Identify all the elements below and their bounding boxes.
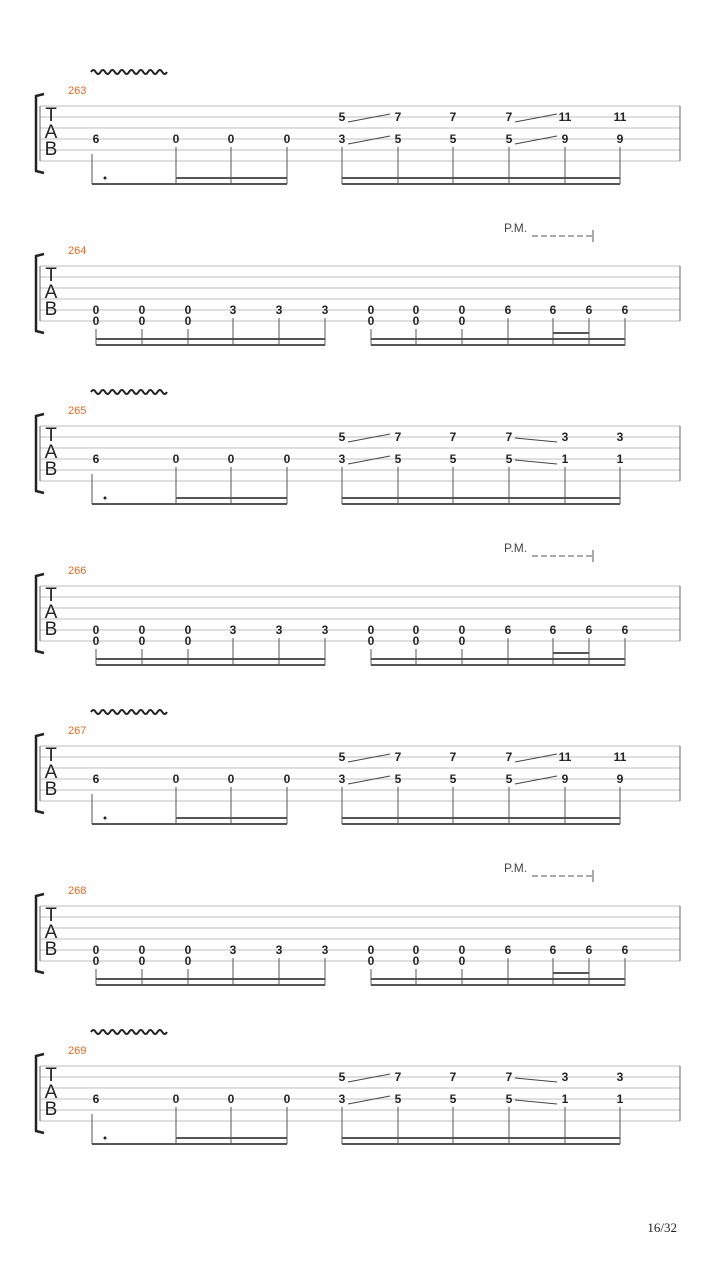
fret-number: 3 <box>561 430 569 444</box>
tab-clef-letter: A <box>44 1082 58 1103</box>
fret-number: 5 <box>394 452 402 466</box>
fret-number: 6 <box>504 623 512 637</box>
fret-number: 11 <box>558 110 572 124</box>
fret-number: 3 <box>338 772 346 786</box>
fret-number: 1 <box>561 1092 569 1106</box>
tab-clef-letter: A <box>44 602 58 623</box>
fret-number: 5 <box>394 772 402 786</box>
fret-number: 5 <box>338 1070 346 1084</box>
slide-line <box>348 456 390 464</box>
slide-line <box>348 114 390 122</box>
fret-number: 3 <box>616 1070 624 1084</box>
fret-number: 0 <box>172 132 180 146</box>
measure-number: 263 <box>68 85 87 97</box>
palm-mute-label: P.M. <box>504 861 528 875</box>
fret-number: 0 <box>458 954 466 968</box>
system-269 <box>36 1030 680 1144</box>
fret-number: 5 <box>505 772 513 786</box>
slide-line <box>348 1074 390 1082</box>
fret-number: 7 <box>394 750 402 764</box>
fret-number: 7 <box>505 110 513 124</box>
tab-clef-letter: B <box>44 779 58 800</box>
fret-number: 3 <box>229 623 237 637</box>
fret-number: 3 <box>275 943 283 957</box>
fret-number: 5 <box>449 452 457 466</box>
fret-number: 6 <box>621 303 629 317</box>
tab-clef-letter: T <box>45 425 57 446</box>
fret-number: 3 <box>229 303 237 317</box>
vibrato-marking <box>91 710 167 714</box>
fret-number: 3 <box>321 303 329 317</box>
tab-clef-letter: B <box>44 939 58 960</box>
tab-clef-letter: B <box>44 459 58 480</box>
fret-number: 0 <box>412 954 420 968</box>
fret-number: 11 <box>613 750 627 764</box>
tab-clef-letter: A <box>44 282 58 303</box>
fret-number: 0 <box>92 303 100 317</box>
fret-number: 6 <box>92 772 100 786</box>
tab-clef-letter: A <box>44 762 58 783</box>
fret-number: 0 <box>184 943 192 957</box>
fret-number: 3 <box>338 132 346 146</box>
fret-number: 6 <box>585 623 593 637</box>
fret-number: 0 <box>172 452 180 466</box>
fret-number: 5 <box>449 1092 457 1106</box>
fret-number: 0 <box>367 303 375 317</box>
fret-number: 0 <box>184 954 192 968</box>
fret-number: 3 <box>338 1092 346 1106</box>
fret-number: 9 <box>561 772 569 786</box>
slide-line <box>515 1078 557 1082</box>
fret-number: 11 <box>558 750 572 764</box>
slide-line <box>515 754 557 762</box>
palm-mute-label: P.M. <box>504 541 528 555</box>
dot <box>104 1137 107 1140</box>
fret-number: 0 <box>412 314 420 328</box>
slide-line <box>348 434 390 442</box>
fret-number: 0 <box>138 314 146 328</box>
fret-number: 7 <box>394 110 402 124</box>
fret-number: 0 <box>138 943 146 957</box>
tab-clef-letter: T <box>45 905 57 926</box>
system-265 <box>36 390 680 504</box>
system-263 <box>36 70 680 184</box>
fret-number: 1 <box>561 452 569 466</box>
palm-mute-label: P.M. <box>504 221 528 235</box>
dot <box>104 497 107 500</box>
fret-number: 5 <box>505 132 513 146</box>
fret-number: 3 <box>561 1070 569 1084</box>
fret-number: 3 <box>275 303 283 317</box>
fret-number: 7 <box>394 1070 402 1084</box>
fret-number: 0 <box>367 954 375 968</box>
fret-number: 0 <box>227 1092 235 1106</box>
fret-number: 3 <box>321 623 329 637</box>
fret-number: 6 <box>585 303 593 317</box>
fret-number: 7 <box>505 1070 513 1084</box>
system-264 <box>36 221 680 345</box>
fret-number: 7 <box>394 430 402 444</box>
fret-number: 3 <box>321 943 329 957</box>
measure-number: 264 <box>68 245 87 257</box>
page-number: 16/32 <box>647 1220 677 1235</box>
dot <box>104 177 107 180</box>
fret-number: 5 <box>449 132 457 146</box>
system-266 <box>36 541 680 665</box>
fret-number: 0 <box>92 954 100 968</box>
vibrato-marking <box>91 390 167 394</box>
tab-clef-letter: T <box>45 745 57 766</box>
fret-number: 0 <box>138 623 146 637</box>
tab-clef-letter: T <box>45 585 57 606</box>
slide-line <box>515 776 557 784</box>
fret-number: 6 <box>549 623 557 637</box>
fret-number: 0 <box>367 943 375 957</box>
slide-line <box>348 1096 390 1104</box>
system-267 <box>36 710 680 824</box>
fret-number: 5 <box>338 110 346 124</box>
measure-number: 269 <box>68 1045 87 1057</box>
fret-number: 0 <box>92 943 100 957</box>
measure-number: 268 <box>68 885 87 897</box>
fret-number: 6 <box>92 452 100 466</box>
fret-number: 7 <box>449 430 457 444</box>
fret-number: 0 <box>412 623 420 637</box>
fret-number: 0 <box>184 314 192 328</box>
slide-line <box>348 136 390 144</box>
fret-number: 6 <box>92 132 100 146</box>
fret-number: 0 <box>412 634 420 648</box>
fret-number: 0 <box>458 303 466 317</box>
slide-line <box>348 754 390 762</box>
fret-number: 3 <box>275 623 283 637</box>
fret-number: 1 <box>616 1092 624 1106</box>
fret-number: 5 <box>449 772 457 786</box>
fret-number: 0 <box>412 943 420 957</box>
fret-number: 6 <box>92 1092 100 1106</box>
tab-clef-letter: B <box>44 139 58 160</box>
measure-number: 266 <box>68 565 87 577</box>
fret-number: 9 <box>616 772 624 786</box>
slide-line <box>515 1100 557 1104</box>
fret-number: 7 <box>449 750 457 764</box>
fret-number: 0 <box>92 634 100 648</box>
fret-number: 0 <box>458 623 466 637</box>
dot <box>104 817 107 820</box>
tab-clef-letter: A <box>44 922 58 943</box>
fret-number: 6 <box>549 943 557 957</box>
vibrato-marking <box>91 1030 167 1034</box>
fret-number: 0 <box>184 623 192 637</box>
measure-number: 265 <box>68 405 87 417</box>
fret-number: 3 <box>616 430 624 444</box>
tab-clef-letter: B <box>44 1099 58 1120</box>
vibrato-marking <box>91 70 167 74</box>
slide-line <box>348 776 390 784</box>
fret-number: 9 <box>561 132 569 146</box>
fret-number: 0 <box>412 303 420 317</box>
fret-number: 0 <box>367 623 375 637</box>
fret-number: 7 <box>505 750 513 764</box>
fret-number: 0 <box>138 303 146 317</box>
tab-clef-letter: B <box>44 299 58 320</box>
fret-number: 0 <box>283 132 291 146</box>
fret-number: 5 <box>505 452 513 466</box>
fret-number: 6 <box>621 943 629 957</box>
fret-number: 0 <box>184 634 192 648</box>
tab-clef-letter: B <box>44 619 58 640</box>
fret-number: 0 <box>92 314 100 328</box>
fret-number: 9 <box>616 132 624 146</box>
fret-number: 5 <box>338 750 346 764</box>
fret-number: 0 <box>458 634 466 648</box>
fret-number: 0 <box>92 623 100 637</box>
fret-number: 0 <box>138 634 146 648</box>
measure-number: 267 <box>68 725 87 737</box>
fret-number: 0 <box>138 954 146 968</box>
fret-number: 0 <box>227 772 235 786</box>
fret-number: 7 <box>449 110 457 124</box>
fret-number: 7 <box>449 1070 457 1084</box>
fret-number: 0 <box>172 772 180 786</box>
fret-number: 5 <box>394 132 402 146</box>
tab-clef-letter: T <box>45 1065 57 1086</box>
fret-number: 6 <box>549 303 557 317</box>
tab-clef-letter: T <box>45 105 57 126</box>
fret-number: 5 <box>505 1092 513 1106</box>
fret-number: 0 <box>184 303 192 317</box>
fret-number: 1 <box>616 452 624 466</box>
fret-number: 5 <box>338 430 346 444</box>
fret-number: 0 <box>283 1092 291 1106</box>
fret-number: 7 <box>505 430 513 444</box>
fret-number: 6 <box>504 303 512 317</box>
slide-line <box>515 114 557 122</box>
slide-line <box>515 136 557 144</box>
system-268 <box>36 861 680 985</box>
fret-number: 3 <box>229 943 237 957</box>
tab-clef-letter: A <box>44 442 58 463</box>
fret-number: 0 <box>367 634 375 648</box>
fret-number: 0 <box>458 943 466 957</box>
tab-clef-letter: A <box>44 122 58 143</box>
fret-number: 0 <box>458 314 466 328</box>
fret-number: 0 <box>283 452 291 466</box>
fret-number: 0 <box>227 452 235 466</box>
slide-line <box>515 438 557 442</box>
fret-number: 0 <box>283 772 291 786</box>
fret-number: 6 <box>621 623 629 637</box>
fret-number: 0 <box>227 132 235 146</box>
fret-number: 6 <box>585 943 593 957</box>
fret-number: 11 <box>613 110 627 124</box>
fret-number: 6 <box>504 943 512 957</box>
slide-line <box>515 460 557 464</box>
tab-clef-letter: T <box>45 265 57 286</box>
fret-number: 0 <box>367 314 375 328</box>
fret-number: 0 <box>172 1092 180 1106</box>
fret-number: 3 <box>338 452 346 466</box>
fret-number: 5 <box>394 1092 402 1106</box>
